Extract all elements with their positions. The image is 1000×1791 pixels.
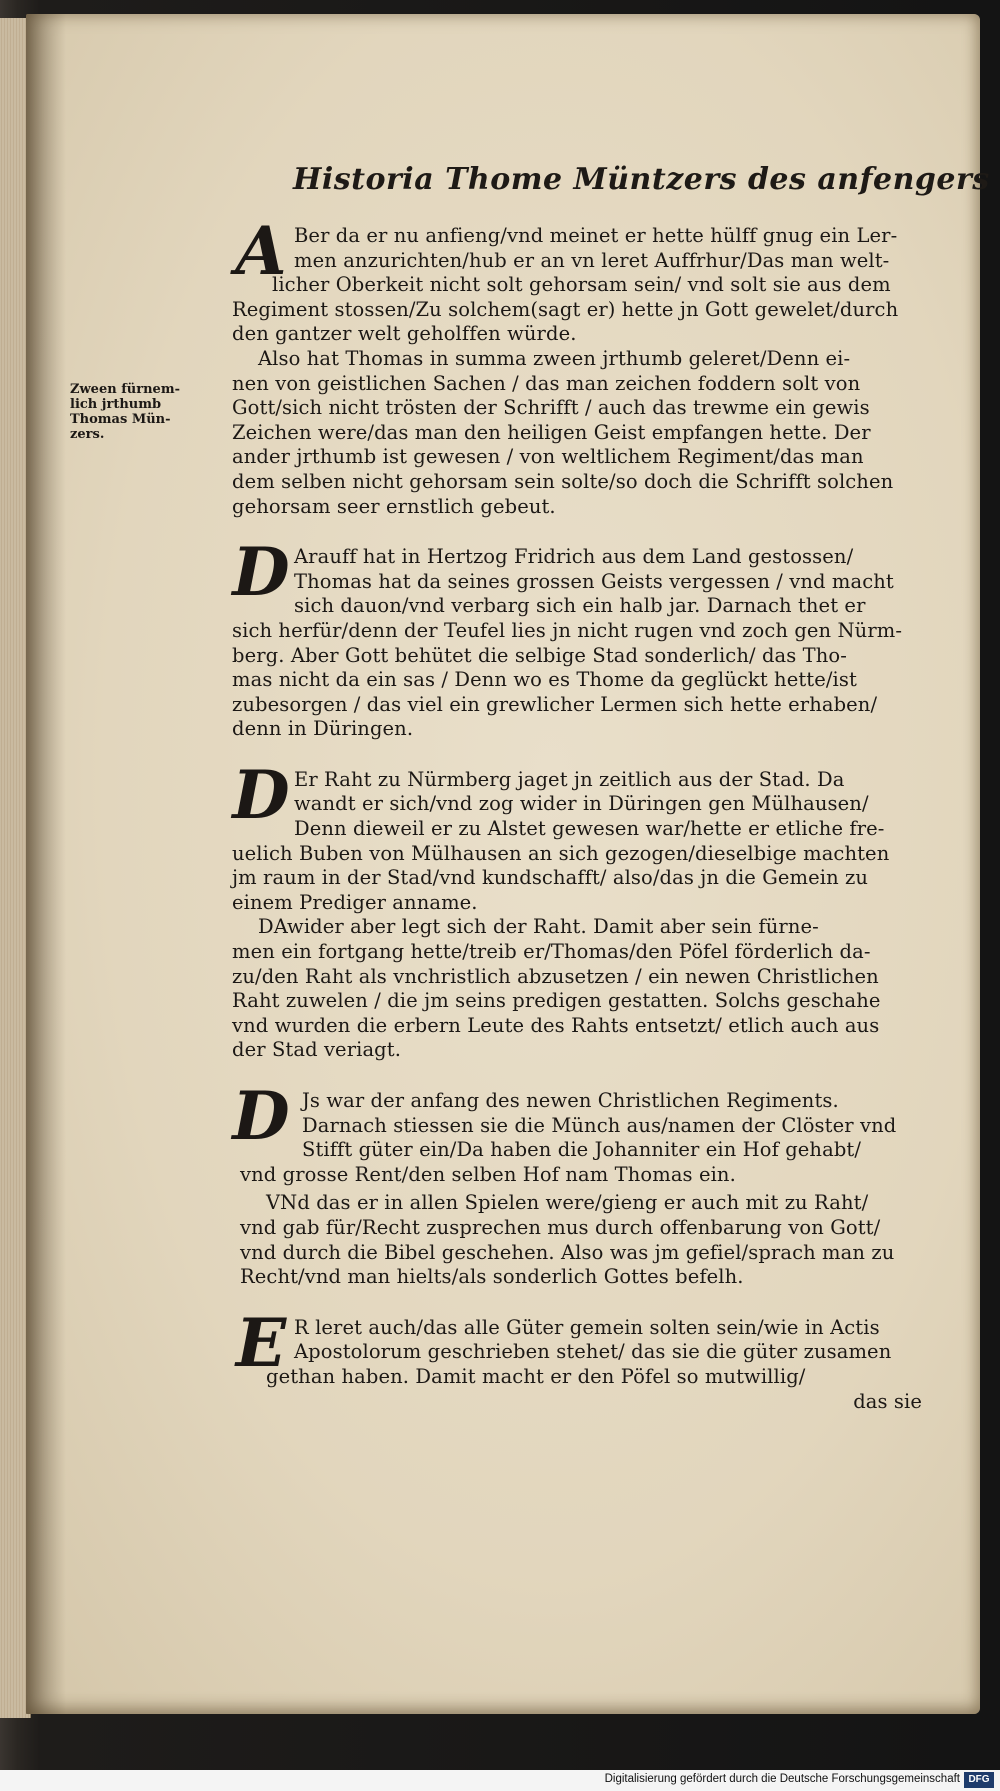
- text-line: sich dauon/vnd verbarg sich ein halb jar. Darnach thet er: [294, 594, 866, 618]
- text-line: VNd das er in allen Spielen were/gieng er auch mit zu Raht/: [266, 1191, 869, 1215]
- marginal-note-line: Thomas Mün-: [70, 412, 171, 427]
- text-line: uelich Buben von Mülhausen an sich gezogen/dieselbige machten: [232, 841, 890, 865]
- text-line: Er Raht zu Nürmberg jaget jn zeitlich aus der Stad. Da: [294, 767, 845, 791]
- text-line: dem selben nicht gehorsam sein solte/so doch die Schrifft solchen: [232, 469, 894, 493]
- text-line: zu/den Raht als vnchristlich abzusetzen / ein newen Christlichen: [232, 964, 879, 988]
- dropcap: E: [235, 1303, 287, 1382]
- dropcap: D: [232, 1077, 290, 1155]
- text-line: wandt er sich/vnd zog wider in Düringen gen Mülhausen/: [294, 792, 869, 816]
- text-line: den gantzer welt geholffen würde.: [232, 322, 577, 346]
- text-line: Gott/sich nicht trösten der Schrifft / auch das trewme ein gewis: [232, 396, 870, 420]
- text-line: Arauff hat in Hertzog Fridrich aus dem Land gestossen/: [294, 545, 854, 569]
- text-line: Regiment stossen/Zu solchem(sagt er) hette jn Gott gewelet/durch: [232, 297, 899, 321]
- text-line: nen von geistlichen Sachen / das man zeichen foddern solt von: [232, 371, 861, 395]
- dropcap: A: [235, 212, 287, 290]
- text-line: sich herfür/denn der Teufel lies jn nicht rugen vnd zoch gen Nürm-: [232, 618, 903, 642]
- dropcap: D: [232, 755, 290, 834]
- funding-note: Digitalisierung gefördert durch die Deutsche Forschungsgemeinschaft: [604, 1773, 960, 1785]
- text-line: Ber da er nu anfieng/vnd meinet er hette hülff gnug ein Ler-: [294, 224, 898, 247]
- marginal-note-line: zers.: [70, 427, 105, 442]
- paragraph-1: [232, 212, 942, 519]
- text-line: mas nicht da ein sas / Denn wo es Thome da geglückt hette/ist: [232, 668, 857, 692]
- text-line: DAwider aber legt sich der Raht. Damit aber sein fürne-: [258, 915, 819, 939]
- text-line: vnd wurden die erbern Leute des Rahts entsetzt/ etlich auch aus: [232, 1013, 880, 1037]
- running-head: Historia Thome Müntzers des anfengers: [293, 162, 990, 197]
- text-line: Also hat Thomas in summa zween jrthumb geleret/Denn ei-: [258, 346, 851, 370]
- text-line: Apostolorum geschrieben stehet/ das sie die güter zusamen: [294, 1340, 892, 1364]
- text-line: Raht zuwelen / die jm seins predigen gestatten. Solchs geschahe: [232, 989, 881, 1013]
- marginal-note-line: Zween fürnem-: [70, 382, 180, 397]
- text-line: jm raum in der Stad/vnd kundschafft/ also/das jn die Gemein zu: [232, 866, 869, 890]
- paragraph-3: [232, 755, 942, 1063]
- text-line: Stifft güter ein/Da haben die Johanniter ein Hof gehabt/: [302, 1138, 862, 1162]
- text-line: men ein fortgang hette/treib er/Thomas/den Pöfel förderlich da-: [232, 940, 871, 964]
- text-line: Js war der anfang des newen Christlichen Regiments.: [302, 1089, 839, 1112]
- footer-bar: [0, 1770, 1000, 1791]
- text-line: Thomas hat da seines grossen Geists vergessen / vnd macht: [294, 569, 894, 593]
- text-line: licher Oberkeit nicht solt gehorsam sein/ vnd solt sie aus dem: [272, 273, 891, 297]
- dropcap: D: [232, 533, 290, 612]
- dfg-logo-icon: DFG: [964, 1772, 994, 1788]
- text-line: vnd grosse Rent/den selben Hof nam Thomas ein.: [240, 1162, 736, 1186]
- paragraph-2: [232, 533, 942, 742]
- text-line: Zeichen were/das man den heiligen Geist empfangen hette. Der: [232, 420, 871, 444]
- text-line: Recht/vnd man hielts/als sonderlich Gottes befelh.: [240, 1265, 744, 1289]
- text-line: ander jrthumb ist gewesen / von weltlichem Regiment/das man: [232, 445, 864, 469]
- text-line: vnd durch die Bibel geschehen. Also was jm gefiel/sprach man zu: [240, 1240, 895, 1264]
- text-line: gethan haben. Damit macht er den Pöfel so mutwillig/: [266, 1364, 806, 1388]
- text-line: berg. Aber Gott behütet die selbige Stad sonderlich/ das Tho-: [232, 643, 847, 667]
- text-line: denn in Düringen.: [232, 717, 414, 741]
- gutter-shadow: [26, 14, 66, 1714]
- text-line: gehorsam seer ernstlich gebeut.: [232, 494, 556, 518]
- marginal-note-line: lich jrthumb: [70, 397, 162, 412]
- text-line: zubesorgen / das viel ein grewlicher Lermen sich hette erhaben/: [232, 692, 878, 716]
- paragraph-4: [232, 1077, 942, 1290]
- text-line: Denn dieweil er zu Alstet gewesen war/hette er etliche fre-: [294, 817, 885, 841]
- main-text: [232, 212, 942, 1414]
- text-line: der Stad veriagt.: [232, 1038, 402, 1062]
- text-line: R leret auch/das alle Güter gemein solten sein/wie in Actis: [294, 1315, 880, 1339]
- paragraph-5: [232, 1303, 942, 1414]
- marginal-note: [70, 382, 220, 442]
- text-line: Darnach stiessen sie die Münch aus/namen der Clöster vnd: [302, 1113, 897, 1137]
- text-line: vnd gab für/Recht zusprechen mus durch offenbarung von Gott/: [240, 1215, 881, 1239]
- catchword: das sie: [853, 1389, 922, 1413]
- text-line: men anzurichten/hub er an vn leret Auffrhur/Das man welt-: [294, 248, 890, 272]
- text-line: einem Prediger anname.: [232, 890, 478, 914]
